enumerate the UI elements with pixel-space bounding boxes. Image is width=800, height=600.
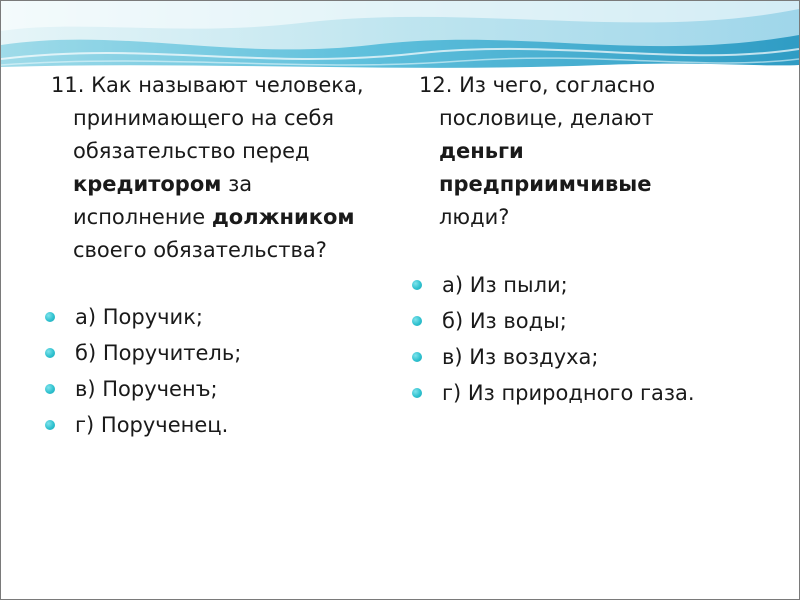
bold-word-money: деньги: [439, 139, 524, 163]
bullet-icon: [45, 312, 55, 322]
question-11-line-2: принимающего на себя: [73, 106, 335, 130]
question-11-answers: [45, 299, 241, 443]
answer-item: в) Из воздуха;: [412, 339, 695, 375]
answer-item: а) Поручик;: [45, 299, 241, 335]
answer-item: г) Из природного газа.: [412, 375, 695, 411]
answer-item: г) Порученец.: [45, 407, 241, 443]
question-12-answers: [412, 267, 695, 411]
question-12-line-5: люди?: [439, 205, 510, 229]
question-11-text: [51, 69, 401, 267]
answer-item: в) Порученъ;: [45, 371, 241, 407]
bullet-icon: [45, 384, 55, 394]
question-11-line-4: кредитором за: [73, 172, 253, 196]
question-11-line-6: своего обязательства?: [73, 238, 327, 262]
bullet-icon: [412, 388, 422, 398]
bold-word-debtor: должником: [211, 205, 355, 229]
question-12-line-2: пословице, делают: [439, 106, 654, 130]
question-11-line-5: исполнение должником: [73, 205, 355, 229]
bullet-icon: [45, 348, 55, 358]
bullet-icon: [412, 352, 422, 362]
decorative-wave-banner: [1, 1, 799, 71]
bullet-icon: [45, 420, 55, 430]
answer-item: б) Из воды;: [412, 303, 695, 339]
bullet-icon: [412, 316, 422, 326]
bullet-icon: [412, 280, 422, 290]
question-11-line-3: обязательство перед: [73, 139, 310, 163]
answer-item: а) Из пыли;: [412, 267, 695, 303]
question-12-line-1: 12. Из чего, согласно: [419, 73, 656, 97]
bold-word-enterprising: предприимчивые: [439, 172, 652, 196]
bold-word-creditor: кредитором: [73, 172, 222, 196]
question-11-line-1: 11. Как называют человека,: [51, 73, 364, 97]
question-12-text: [419, 69, 759, 234]
answer-item: б) Поручитель;: [45, 335, 241, 371]
